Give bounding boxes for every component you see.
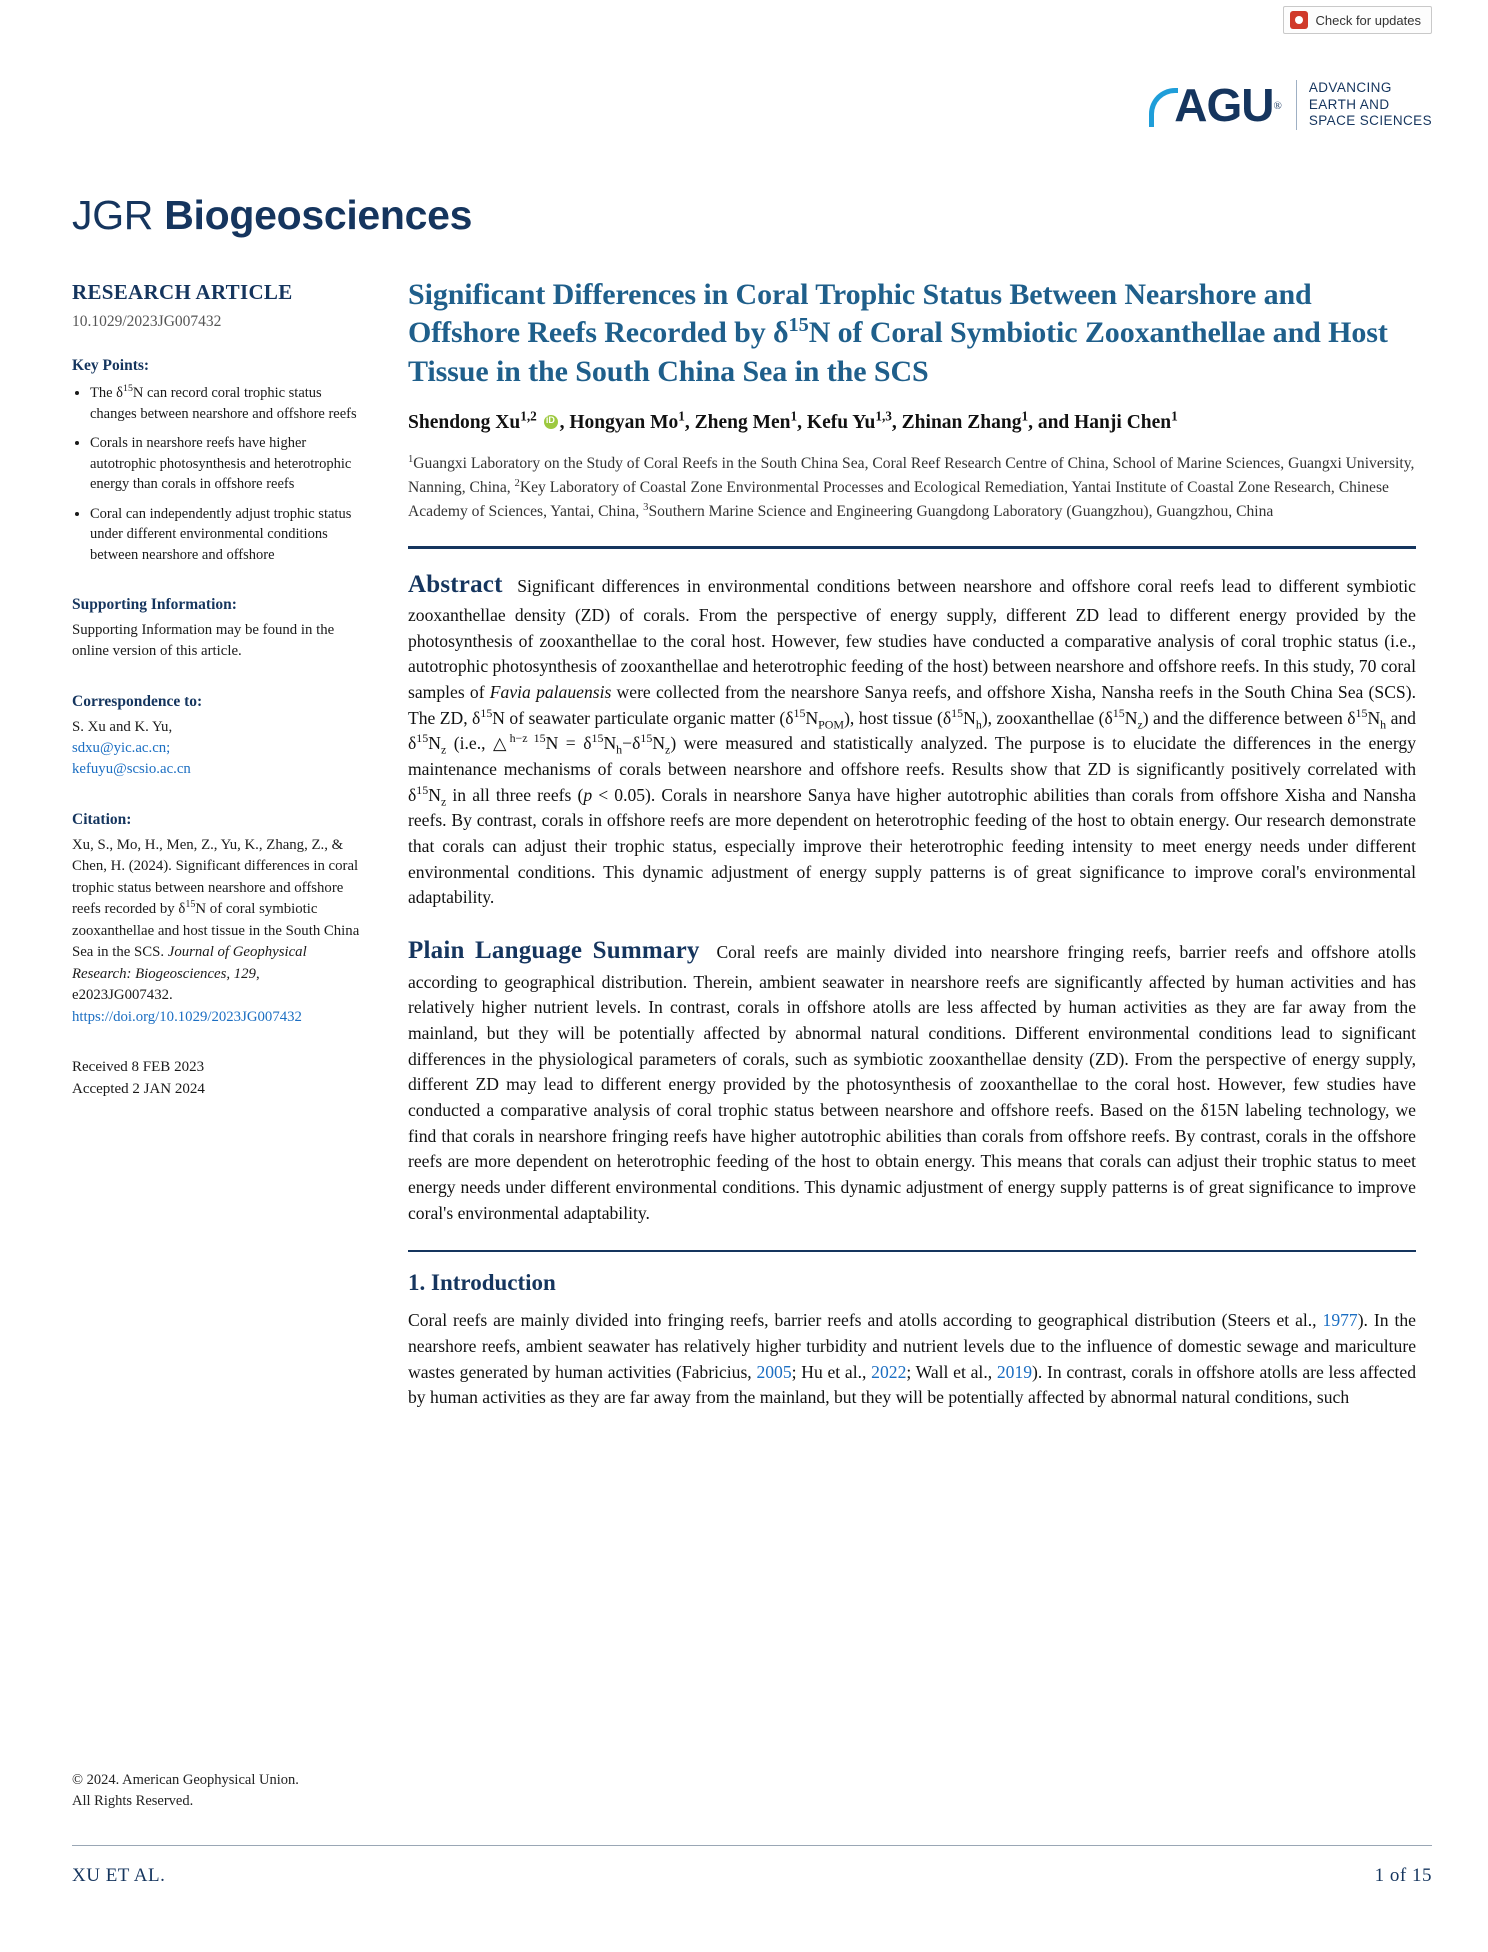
- agu-wordmark: [1149, 78, 1282, 132]
- article-type: RESEARCH ARTICLE: [72, 280, 293, 304]
- list-item: • The $\delta^{15}N$ can record coral trophic status changes between nearshore and offshore reefs: [90, 383, 362, 424]
- section-heading-introduction: 1. Introduction: [408, 1270, 556, 1296]
- introduction-body: Coral reefs are mainly divided into fringing reefs, barrier reefs and atolls according to geographical distribution (Steers et al., 1977). In the nearshore reefs, ambient seawater has relatively higher turbidity and nutrient levels due to the influence of domestic sewage and mariculture wastes generated by human activities (Fabricius, 2005; Hu et al., 2022; Wall et al., 2019). In contrast, corals in offshore atolls are less affected by human activities as they are far away from the mainland, but they will be potentially affected by abnormal natural conditions, such: [408, 1310, 1416, 1408]
- list-item: • Corals in nearshore reefs have higher autotrophic photosynthesis and heterotrophic energy than corals in offshore reefs: [90, 433, 362, 495]
- main-content: [408, 276, 1416, 1411]
- tagline-line-1: ADVANCING: [1308, 79, 1392, 95]
- citation-block: [72, 811, 362, 1028]
- publisher-tagline: [1296, 80, 1432, 131]
- citation-title: Citation:: [72, 810, 132, 828]
- doi-short: 10.1029/2023JG007432: [72, 313, 222, 330]
- pls-body: Coral reefs are mainly divided into nearshore fringing reefs, barrier reefs and offshore atolls according to geographical distribution. Therein, ambient seawater in nearshore reefs are significantly affected by human activities and has relatively higher nutrient levels. In contrast, corals in offshore atolls are less affected by human activities as they are far away from the mainland, but they will be potentially affected by abnormal natural conditions. Different environmental conditions lead to significant differences in the physiological parameters of corals, such as symbiotic zooxanthellae density (ZD). From the perspective of energy supply, different ZD may lead to different energy provided by the photosynthesis of zooxanthellae to the coral host. However, few studies have conducted a comparative analysis of coral trophic status between nearshore and offshore reefs. Based on the δ15N labeling technology, we find that corals in nearshore fringing reefs have higher autotrophic abilities than corals from offshore reefs. By contrast, corals in the offshore reefs are more dependent on heterotrophic feeding of the host to obtain energy. This means that corals can adjust their trophic status to meet energy needs under different environmental conditions. This dynamic adjustment of energy supply patterns is of great significance to improve coral's environmental adaptability.: [408, 942, 1416, 1223]
- copyright-block: [72, 1770, 372, 1812]
- list-item: • Coral can independently adjust trophic status under different environmental conditions between nearshore and offshore: [90, 504, 362, 566]
- supporting-information-block: [72, 596, 362, 663]
- footer-page-number: 1 of 15: [1374, 1865, 1432, 1886]
- citation-link[interactable]: 2022: [871, 1361, 907, 1382]
- check-for-updates-label: Check for updates: [1315, 12, 1421, 28]
- pls-heading: Plain Language Summary: [408, 937, 700, 965]
- page-footer: [72, 1865, 1432, 1887]
- citation-journal: Journal of Geophysical Research: Biogeosciences, 129: [72, 944, 307, 982]
- abstract-heading: Abstract: [408, 570, 503, 598]
- correspondence-email-2[interactable]: kefuyu@scsio.ac.cn: [72, 761, 191, 778]
- agu-swoosh-icon: [1149, 88, 1178, 127]
- copyright-line-2: All Rights Reserved.: [72, 1793, 194, 1810]
- journal-title: [72, 192, 472, 239]
- abstract-section: Abstract Significant differences in environmental conditions between nearshore and offshore coral reefs lead to different symbiotic zooxanthellae density (ZD) of corals. From the perspective of energy supply, different ZD lead to different energy provided by the photosynthesis of zooxanthellae to the coral host. However, few studies have conducted a comparative analysis of coral trophic status (i.e., autotrophic photosynthesis of zooxanthellae and heterotrophic feeding of the host) between nearshore and offshore reefs. In this study, 70 coral samples of Favia palauensis were collected from the nearshore Sanya reefs, and offshore Xisha, Nansha reefs in the South China Sea (SCS). The ZD, $\delta^{15}N$ of seawater particulate organic matter $(\delta^{15}N_{POM})$, host tissue $(\delta^{15}N_h)$, zooxanthellae $(\delta^{15}N_z)$ and the difference between $\delta^{15}N_h$ and $\delta^{15}N_z$ (i.e., △$^{h-z 15}$N = $\delta^{15}N_h-\delta^{15}N_z$) were measured and statistically analyzed. The purpose is to elucidate the differences in the energy maintenance mechanisms of corals between nearshore and offshore reefs. Results show that ZD is significantly positively correlated with $\delta^{15}N_z$ in all three reefs (p < 0.05). Corals in nearshore Sanya have higher autotrophic abilities than corals from offshore Xisha and Nansha reefs. By contrast, corals in offshore reefs are more dependent on heterotrophic feeding of the host to obtain energy. Our research demonstrate that corals can adjust their trophic status, especially improve their heterotrophic feeding intensity to meet energy needs under different environmental conditions. This dynamic adjustment of energy supply patterns is of great significance to improve coral's environmental adaptability.: [408, 570, 1417, 908]
- accepted-date: Accepted 2 JAN 2024: [72, 1081, 205, 1098]
- copyright-line-1: © 2024. American Geophysical Union.: [72, 1772, 299, 1788]
- key-points-list: [72, 383, 362, 566]
- plain-language-summary-section: [408, 933, 1416, 1226]
- agu-letters: AGU: [1174, 79, 1274, 131]
- citation-link[interactable]: 2005: [756, 1361, 792, 1382]
- dates-block: [72, 1056, 362, 1101]
- supporting-information-title: Supporting Information:: [72, 595, 237, 613]
- received-date: Received 8 FEB 2023: [72, 1058, 205, 1075]
- divider: [408, 546, 1416, 549]
- tagline-line-2: EARTH AND: [1308, 96, 1390, 112]
- supporting-information-body: Supporting Information may be found in the online version of this article.: [72, 621, 335, 660]
- check-for-updates-badge[interactable]: [1283, 6, 1432, 34]
- crossmark-icon: [1290, 11, 1308, 29]
- correspondence-title: Correspondence to:: [72, 692, 203, 710]
- journal-title-bold: Biogeosciences: [164, 192, 473, 238]
- correspondence-email-1[interactable]: sdxu@yic.ac.cn;: [72, 739, 171, 756]
- citation-link[interactable]: 2019: [996, 1361, 1033, 1382]
- key-points-title: Key Points:: [72, 357, 150, 374]
- affiliations: $^1$Guangxi Laboratory on the Study of Coral Reefs in the South China Sea, Coral Reef Research Centre of China, School of Marine Sciences, Guangxi University, Nanning, China, $^2$Key Laboratory of Coastal Zone Environmental Processes and Ecological Remediation, Yantai Institute of Coastal Zone Research, Chinese Academy of Sciences, Yantai, China, $^3$Southern Marine Science and Engineering Guangdong Laboratory (Guangzhou), Guangzhou, China: [408, 454, 1415, 520]
- citation-tail: , e2023JG007432.: [72, 965, 260, 1004]
- registered-icon: ®: [1273, 100, 1282, 112]
- page-title: Significant Differences in Coral Trophic Status Between Nearshore and Offshore Reefs Recorded by $\delta^{15}N$ of Coral Symbiotic Zooxanthellae and Host Tissue in the South China Sea in the SCS: [408, 278, 1388, 388]
- correspondence-names: S. Xu and K. Yu,: [72, 718, 173, 735]
- sidebar: [72, 280, 362, 1101]
- citation-link[interactable]: 1977: [1322, 1310, 1358, 1331]
- publisher-logo: [1149, 78, 1432, 132]
- journal-title-light: JGR: [72, 192, 154, 238]
- citation-doi-link[interactable]: https://doi.org/10.1029/2023JG007432: [72, 1008, 302, 1025]
- footer-divider: [72, 1845, 1432, 1846]
- orcid-icon[interactable]: [544, 415, 558, 429]
- tagline-line-3: SPACE SCIENCES: [1308, 113, 1432, 129]
- divider: [408, 1250, 1416, 1252]
- citation-body: Xu, S., Mo, H., Men, Z., Yu, K., Zhang, Z., & Chen, H. (2024). Significant differences in coral trophic status between nearshore and offshore reefs recorded by $\delta^{15}N$ of coral symbiotic zooxanthellae and host tissue in the South China Sea in the SCS. Journal of Geophysical Research: Biogeosciences, 129, e2023JG007432.: [72, 836, 360, 1004]
- author-list: Shendong Xu$^{1,2}$ iD , Hongyan Mo$^1$, Zheng Men$^1$, Kefu Yu$^{1,3}$, Zhinan Zhang$^1$, and Hanji Chen$^1$: [408, 409, 1416, 436]
- footer-authors: XU ET AL.: [72, 1865, 166, 1886]
- correspondence-block: [72, 693, 362, 781]
